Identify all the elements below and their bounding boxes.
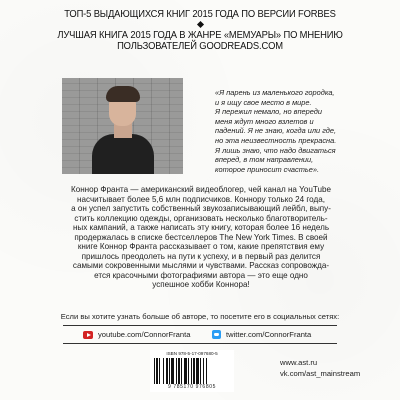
barcode-digits: 9 785170 976805: [168, 384, 216, 390]
publisher-vk-link[interactable]: vk.com/ast_mainstream: [280, 369, 361, 378]
twitter-link[interactable]: [212, 330, 311, 339]
quote-line: которое приносит счастье».: [215, 164, 320, 174]
quote-line: «Я парень из маленького городка,: [215, 88, 335, 97]
barcode-stripe: [200, 358, 201, 384]
barcode-stripe: [166, 358, 168, 384]
divider: [63, 343, 337, 344]
youtube-url: youtube.com/ConnorFranta: [98, 330, 191, 339]
description-line: пришлось преодолеть на пути к успеху, и в первый раз делится: [81, 251, 321, 261]
quote-line: меня ждут много взлетов и: [215, 116, 314, 126]
author-quote: [215, 88, 365, 174]
isbn-label: ISBN 978-5-17-097680-5: [166, 351, 218, 356]
forbes-headline: ТОП-5 ВЫДАЮЩИХСЯ КНИГ 2015 ГОДА ПО ВЕРСИИ FORBES: [64, 9, 336, 20]
barcode-stripe: [176, 358, 177, 384]
description-line: успешное хобби Коннора!: [152, 280, 250, 289]
goodreads-headline-line2: ПОЛЬЗОВАТЕЛЕЙ GOODREADS.COM: [117, 41, 283, 52]
youtube-icon: [83, 331, 93, 339]
diamond-divider-icon: [197, 21, 204, 28]
barcode-stripe: [178, 358, 180, 384]
description-line: самыми сокровенными мыслями и чувствами. Рассказ сопровожда-: [72, 261, 330, 270]
description-line: стить коллекцию одежды, организовать несколько благотворитель-: [74, 213, 328, 223]
barcode-stripe: [193, 358, 195, 384]
social-intro: Если вы хотите узнать больше об авторе, то посетите его в социальных сетях:: [60, 312, 340, 321]
barcode-stripe: [203, 358, 204, 384]
book-description: [46, 185, 356, 290]
barcode: [150, 350, 234, 392]
description-line: ных кампаний, а также написать эту книгу, которая более 16 недель: [72, 223, 330, 232]
quote-line: вперед, в том направлении,: [215, 155, 314, 165]
barcode-stripe: [181, 358, 182, 384]
description-line: ется красочными фотографиями автора — это еще одно: [94, 270, 308, 280]
barcode-stripe: [196, 358, 199, 384]
description-line: книге Коннор Франта рассказывает о том, какие препятствия ему: [77, 242, 325, 251]
barcode-bars: [154, 358, 230, 384]
barcode-stripe: [159, 358, 160, 384]
description-line: Коннор Франта — американский видеоблогер, чей канал на YouTube: [71, 185, 331, 194]
twitter-url: twitter.com/ConnorFranta: [226, 330, 312, 339]
author-photo: [62, 78, 183, 174]
barcode-stripe: [163, 358, 164, 384]
barcode-stripe: [171, 358, 174, 384]
barcode-stripe: [206, 358, 207, 384]
description-line: насчитывает более 5,6 млн подписчиков. Коннору только 24 года,: [77, 194, 325, 204]
twitter-icon: [212, 330, 221, 339]
youtube-link[interactable]: [83, 330, 190, 339]
barcode-stripe: [169, 358, 170, 384]
quote-line: Я лишь знаю, что надо двигаться: [215, 145, 336, 155]
barcode-stripe: [184, 358, 187, 384]
goodreads-headline: [16, 30, 384, 52]
barcode-stripe: [188, 358, 189, 384]
quote-line: Я пережил немало, но впереди: [215, 107, 322, 117]
description-line: а он успел запустить собственный звукозаписывающий лейбл, выпу-: [71, 204, 331, 213]
quote-line: падений. Я не знаю, когда или где,: [215, 126, 337, 136]
description-line: продержалась в списке бестселлеров The New York Times. В своей: [74, 232, 328, 242]
goodreads-headline-line1: ЛУЧШАЯ КНИГА 2015 ГОДА В ЖАНРЕ «МЕМУАРЫ» ПО МНЕНИЮ: [57, 30, 343, 41]
divider: [63, 325, 337, 326]
barcode-stripe: [154, 358, 155, 384]
barcode-stripe: [156, 358, 158, 384]
barcode-stripe: [191, 358, 192, 384]
quote-line: и я ищу свое место в мире.: [215, 97, 312, 107]
publisher-site-link[interactable]: www.ast.ru: [280, 358, 318, 367]
quote-line: но эта неизвестность прекрасна.: [215, 135, 337, 145]
